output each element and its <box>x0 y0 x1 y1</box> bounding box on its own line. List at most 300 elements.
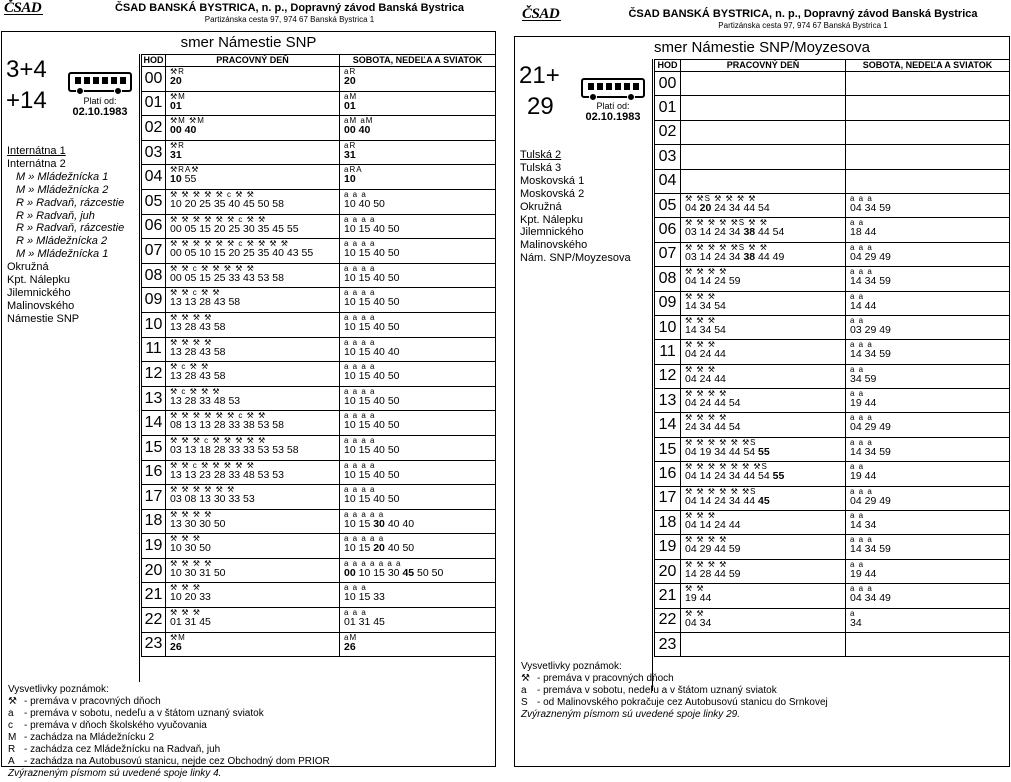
departure-times <box>170 420 339 431</box>
note-symbols: a a a a <box>344 214 376 224</box>
departure-minute: 44 <box>743 201 756 214</box>
legend-title: Vysvetlivky poznámok: <box>8 684 109 695</box>
departure-times <box>344 101 495 112</box>
departure-minute: 44 <box>714 567 726 580</box>
departure-minute: 00 <box>170 271 182 284</box>
hour-cell: 02 <box>142 116 166 141</box>
departure-minute: 44 <box>864 397 877 410</box>
weekday-cell <box>681 486 846 510</box>
departure-minute: 54 <box>758 201 770 214</box>
departure-minute: 24 <box>699 348 712 361</box>
departure-minute: 10 <box>344 468 356 481</box>
departure-minute: 24 <box>699 397 712 410</box>
departure-times <box>344 248 495 259</box>
weekend-cell <box>340 558 496 583</box>
hour-cell: 04 <box>655 169 681 193</box>
departure-minute: 55 <box>184 173 197 186</box>
weekend-cell <box>846 267 1010 291</box>
departure-minute: 04 <box>685 519 697 532</box>
departure-minute: 34 <box>864 201 877 214</box>
departure-minute: 31 <box>184 616 197 629</box>
departure-minute: 14 <box>699 250 712 263</box>
departure-minute: 01 <box>170 616 182 629</box>
note-symbols <box>850 72 1009 81</box>
weekend-cell <box>846 340 1010 364</box>
weekend-cell <box>340 411 496 436</box>
weekday-cell <box>166 214 340 239</box>
note-symbols <box>685 96 845 105</box>
weekday-cell <box>166 165 340 190</box>
departure-minute: 15 <box>358 296 371 309</box>
note-symbols: ⚒ ⚒ ⚒ ⚒ <box>170 337 213 347</box>
departure-minute: 03 <box>170 493 182 506</box>
weekday-cell <box>681 364 846 388</box>
note-symbols: a a a <box>850 486 873 496</box>
departure-minute: 20 <box>184 197 197 210</box>
departure-minute: 20 <box>213 222 226 235</box>
legend-item <box>521 697 1003 709</box>
departure-minute: 53 <box>257 419 270 432</box>
hour-cell: 12 <box>142 362 166 387</box>
departure-times <box>685 569 845 580</box>
weekend-cell <box>846 559 1010 583</box>
departure-minute: 53 <box>228 394 241 407</box>
valid-label: Platí od: <box>596 101 630 111</box>
table-row <box>142 165 496 190</box>
weekday-cell <box>166 91 340 116</box>
weekday-cell <box>166 608 340 633</box>
stop-item: R » Radvaň, rázcestie <box>16 196 125 209</box>
departure-minute: 19 <box>850 567 862 580</box>
departure-times <box>170 248 339 259</box>
departure-minute: 15 <box>358 247 371 260</box>
departure-minute: 24 <box>714 470 726 483</box>
page-header <box>0 0 497 31</box>
table-row <box>655 437 1010 461</box>
stop-item: Internátna 1 <box>7 145 66 157</box>
table-row <box>142 337 496 362</box>
departure-minute: 24 <box>685 421 697 434</box>
stop-list <box>7 145 124 326</box>
departure-minute: 15 <box>358 394 371 407</box>
departure-minute: 45 <box>272 222 284 235</box>
departure-minute: 59 <box>879 275 891 288</box>
timetable-frame <box>514 36 1010 767</box>
departure-times <box>344 199 495 210</box>
hour-cell: 18 <box>142 509 166 534</box>
departure-minute: 15 <box>373 566 385 579</box>
note-symbols: aM <box>344 632 358 642</box>
note-symbols: a a a a <box>344 362 376 372</box>
note-symbols: a a a <box>850 584 873 594</box>
departure-minute: 34 <box>728 494 741 507</box>
hour-cell: 04 <box>142 165 166 190</box>
departure-times <box>170 199 339 210</box>
departure-times <box>344 494 495 505</box>
departure-minute: 10 <box>344 394 356 407</box>
departure-minute: 14 <box>685 299 697 312</box>
stop-item: Tulská 2 <box>520 149 562 161</box>
departure-minute: 53 <box>257 468 270 481</box>
note-symbols: ⚒ ⚒ ⚒ <box>685 291 716 301</box>
departure-minute: 35 <box>213 197 226 210</box>
company-name: ČSAD BANSKÁ BYSTRICA, n. p., Dopravný závod Banská Bystrica <box>114 2 465 14</box>
departure-minute: 58 <box>272 271 284 284</box>
note-symbols: a a a <box>850 413 873 423</box>
note-symbols: ⚒ ⚒ ⚒ ⚒ <box>685 413 728 423</box>
departure-minute: 14 <box>850 275 862 288</box>
note-symbols: ⚒ ⚒ ⚒ <box>685 340 716 350</box>
direction-title: smer Námestie SNP <box>180 34 317 51</box>
departure-times <box>685 544 845 555</box>
hour-cell: 13 <box>655 389 681 413</box>
departure-minute: 14 <box>685 567 697 580</box>
departure-times <box>170 76 339 87</box>
note-symbols: ⚒ ⚒ ⚒ ⚒ ⚒ ⚒S <box>685 486 757 496</box>
weekday-cell <box>166 312 340 337</box>
departure-times <box>170 224 339 235</box>
hour-cell: 10 <box>655 315 681 339</box>
departure-minute: 34 <box>864 445 877 458</box>
departure-minute: 50 <box>373 197 385 210</box>
weekday-cell <box>681 632 846 656</box>
weekend-cell <box>846 218 1010 242</box>
stop-list <box>520 149 631 265</box>
hour-cell: 01 <box>142 91 166 116</box>
weekday-cell <box>681 291 846 315</box>
hour-cell: 17 <box>655 486 681 510</box>
departure-times <box>685 227 845 238</box>
departure-minute: 15 <box>358 591 371 604</box>
weekday-cell <box>166 509 340 534</box>
departure-minute: 44 <box>699 592 712 605</box>
weekday-cell <box>681 340 846 364</box>
weekend-cell <box>340 583 496 608</box>
weekday-cell <box>681 413 846 437</box>
note-symbols: ⚒M ⚒M <box>170 116 205 126</box>
hour-cell: 20 <box>655 559 681 583</box>
table-row <box>142 214 496 239</box>
departure-minute: 50 <box>213 517 226 530</box>
legend-item <box>521 673 1003 685</box>
departure-times <box>850 203 1009 214</box>
weekend-cell <box>846 462 1010 486</box>
table-header-row <box>655 60 1010 72</box>
hour-cell: 07 <box>655 242 681 266</box>
weekday-cell <box>681 535 846 559</box>
weekend-cell <box>340 67 496 92</box>
hour-cell: 00 <box>655 72 681 96</box>
departures-table <box>654 59 1010 657</box>
table-row <box>655 340 1010 364</box>
legend-item <box>8 732 489 744</box>
departure-minute: 53 <box>257 443 270 456</box>
departure-minute: 33 <box>228 468 241 481</box>
hour-cell: 02 <box>655 120 681 144</box>
weekday-cell <box>166 67 340 92</box>
departure-times <box>170 568 339 579</box>
departure-minute: 15 <box>358 370 371 383</box>
departure-minute: 34 <box>864 519 877 532</box>
departure-minute: 24 <box>714 226 726 239</box>
note-symbols: ⚒ ⚒ ⚒ ⚒ ⚒ ⚒ ⚒S <box>685 462 768 472</box>
weekend-cell <box>340 189 496 214</box>
departure-minute: 50 <box>387 370 400 383</box>
departure-minute: 13 <box>170 394 182 407</box>
departure-minute: 10 <box>344 370 356 383</box>
note-symbols: ⚒RA⚒ <box>170 165 200 175</box>
departure-minute: 34 <box>699 421 712 434</box>
departure-times <box>344 519 495 530</box>
departure-minute: 40 <box>387 542 400 555</box>
departure-minute: 44 <box>864 567 877 580</box>
departure-minute: 04 <box>685 470 697 483</box>
weekend-cell <box>846 96 1010 120</box>
departure-minute: 50 <box>387 468 400 481</box>
departure-minute: 40 <box>373 222 385 235</box>
departure-times <box>170 322 339 333</box>
note-symbols: a a a a <box>344 411 376 421</box>
departure-minute: 20 <box>344 75 356 87</box>
weekday-cell <box>681 389 846 413</box>
table-row <box>655 218 1010 242</box>
hour-cell: 19 <box>655 535 681 559</box>
departure-times <box>850 252 1009 263</box>
note-symbols <box>850 145 1009 154</box>
note-symbols: aR <box>344 140 357 150</box>
weekend-cell <box>846 584 1010 608</box>
departure-minute: 44 <box>714 348 726 361</box>
departure-minute: 04 <box>685 275 697 288</box>
weekday-cell <box>166 534 340 559</box>
departure-times <box>344 470 495 481</box>
departure-minute: 13 <box>170 468 182 481</box>
departure-minute: 59 <box>728 543 741 556</box>
departure-times <box>685 252 845 263</box>
departure-minute: 14 <box>850 519 862 532</box>
weekday-cell <box>166 435 340 460</box>
weekday-cell <box>681 608 846 632</box>
departure-minute: 33 <box>373 591 385 604</box>
departure-minute: 19 <box>699 445 712 458</box>
departure-times <box>685 203 845 214</box>
departure-minute: 38 <box>743 250 756 263</box>
route-number: 21+ <box>519 62 560 89</box>
departure-minute: 40 <box>373 493 385 506</box>
weekday-cell <box>681 559 846 583</box>
departure-minute: 29 <box>864 250 877 263</box>
departure-minute: 14 <box>850 348 862 361</box>
note-symbols: a a a a <box>344 239 376 249</box>
departure-minute: 29 <box>864 494 877 507</box>
departure-times <box>170 396 339 407</box>
weekday-cell <box>166 460 340 485</box>
legend-key: a <box>8 708 14 719</box>
weekend-cell <box>340 632 496 657</box>
departure-minute: 45 <box>758 494 770 507</box>
departure-minute: 10 <box>344 197 356 210</box>
departure-times <box>170 642 339 653</box>
departure-minute: 05 <box>184 247 197 260</box>
note-symbols: a a a <box>850 193 873 203</box>
departure-minute: 14 <box>850 445 862 458</box>
note-symbols: a <box>850 608 856 618</box>
hour-cell: 23 <box>655 632 681 656</box>
departure-minute: 04 <box>850 201 862 214</box>
departure-minute: 10 <box>199 247 211 260</box>
departure-minute: 10 <box>170 591 182 604</box>
departure-minute: 58 <box>228 296 241 309</box>
note-symbols: a a a a <box>344 435 376 445</box>
hour-cell: 23 <box>142 632 166 657</box>
table-row <box>142 239 496 264</box>
table-row <box>142 509 496 534</box>
legend-text: - premáva v sobotu, nedeľu a v štátom uznaný sviatok <box>24 708 264 719</box>
timetable-right <box>513 0 1011 768</box>
departure-minute: 44 <box>864 226 877 239</box>
legend-item <box>8 696 489 708</box>
table-row <box>655 559 1010 583</box>
note-symbols: ⚒ ⚒S ⚒ ⚒ ⚒ ⚒ <box>685 193 757 203</box>
note-symbols: ⚒ ⚒ ⚒ <box>170 534 201 544</box>
departure-minute: 55 <box>758 445 770 458</box>
departure-minute: 14 <box>850 543 862 556</box>
departure-minute: 05 <box>184 222 197 235</box>
departure-minute: 40 <box>373 296 385 309</box>
departure-times <box>685 398 845 409</box>
departure-times <box>170 371 339 382</box>
departure-minute: 31 <box>358 616 371 629</box>
note-symbols: ⚒ ⚒ ⚒ ⚒ <box>170 509 213 519</box>
departure-minute: 50 <box>402 542 415 555</box>
departure-minute: 50 <box>199 542 211 555</box>
weekend-cell <box>340 165 496 190</box>
departure-minute: 15 <box>358 542 371 555</box>
note-symbols: a a <box>850 511 865 521</box>
weekday-cell <box>166 632 340 657</box>
stop-item: Okružná <box>7 261 49 274</box>
legend-text: - od Malinovského pokračuje cez Autobusovú stanicu do Srnkovej <box>537 697 828 708</box>
departure-times <box>685 349 845 360</box>
weekend-cell <box>340 91 496 116</box>
legend-title: Vysvetlivky poznámok: <box>521 661 622 672</box>
departure-minute: 19 <box>850 397 862 410</box>
weekday-cell <box>681 120 846 144</box>
departure-minute: 10 <box>344 591 356 604</box>
table-row <box>655 291 1010 315</box>
table-row <box>142 583 496 608</box>
departure-minute: 50 <box>431 566 444 579</box>
departure-minute: 59 <box>864 372 877 385</box>
departure-minute: 49 <box>879 323 891 336</box>
weekend-cell <box>340 509 496 534</box>
weekend-cell <box>846 291 1010 315</box>
note-symbols: aM <box>344 91 358 101</box>
departure-minute: 00 <box>344 566 356 579</box>
departure-minute: 13 <box>184 443 197 456</box>
timetable-frame <box>1 31 496 779</box>
note-symbols: a a a a <box>344 288 376 298</box>
departure-minute: 58 <box>272 197 284 210</box>
departure-minute: 20 <box>699 201 712 214</box>
departure-minute: 03 <box>685 250 697 263</box>
departure-minute: 53 <box>272 468 284 481</box>
departure-minute: 31 <box>344 148 356 161</box>
note-symbols: ⚒ ⚒ ⚒ ⚒ <box>685 389 728 399</box>
departure-minute: 04 <box>850 494 862 507</box>
departure-minute: 44 <box>743 470 756 483</box>
departure-minute: 05 <box>184 271 197 284</box>
departure-minute: 13 <box>184 296 197 309</box>
departure-times <box>344 347 495 358</box>
note-symbols: ⚒ ⚒ ⚒ ⚒ <box>170 312 213 322</box>
departure-minute: 13 <box>170 345 182 358</box>
valid-label: Platí od: <box>83 96 117 106</box>
note-symbols: ⚒ ⚒ c ⚒ ⚒ ⚒ ⚒ ⚒ <box>170 460 255 470</box>
table-row <box>142 558 496 583</box>
route-info <box>2 54 140 682</box>
departure-minute: 33 <box>228 443 241 456</box>
departure-times <box>344 125 495 136</box>
legend-key: ⚒ <box>521 673 530 684</box>
departure-times <box>685 618 845 629</box>
note-symbols: ⚒ ⚒ c ⚒ ⚒ ⚒ ⚒ ⚒ <box>170 263 255 273</box>
note-symbols: ⚒ ⚒ ⚒ <box>170 583 201 593</box>
departure-minute: 33 <box>228 419 241 432</box>
route-number: 3+4 <box>6 56 47 83</box>
departure-minute: 30 <box>184 566 197 579</box>
note-symbols: a a a <box>850 340 873 350</box>
departure-minute: 40 <box>402 517 415 530</box>
legend-text: - premáva v pracovných dňoch <box>24 696 161 707</box>
column-header-hour: HOD <box>655 60 681 72</box>
departure-times <box>344 371 495 382</box>
departure-minute: 54 <box>728 397 741 410</box>
note-symbols: ⚒ ⚒ ⚒ ⚒ ⚒ ⚒S <box>685 437 757 447</box>
hour-cell: 14 <box>655 413 681 437</box>
table-row <box>655 96 1010 120</box>
departure-minute: 24 <box>714 275 726 288</box>
note-symbols: ⚒ ⚒ ⚒ <box>170 608 201 618</box>
note-symbols: ⚒ ⚒ ⚒ ⚒ <box>170 558 213 568</box>
note-symbols: ⚒R <box>170 67 185 76</box>
departure-minute: 10 <box>344 345 356 358</box>
weekend-cell <box>340 608 496 633</box>
weekend-cell <box>846 242 1010 266</box>
weekend-cell <box>340 386 496 411</box>
departure-times <box>850 544 1009 555</box>
note-symbols: aM aM <box>344 116 374 126</box>
stop-item: Tulská 3 <box>520 161 562 174</box>
departure-minute: 04 <box>850 250 862 263</box>
weekend-cell <box>340 362 496 387</box>
weekday-cell <box>166 583 340 608</box>
note-symbols: a a a a <box>344 460 376 470</box>
departure-minute: 15 <box>358 493 371 506</box>
departure-minute: 40 <box>373 370 385 383</box>
departure-times <box>170 273 339 284</box>
departure-minute: 44 <box>864 470 877 483</box>
table-row <box>142 632 496 657</box>
hour-cell: 20 <box>142 558 166 583</box>
weekday-cell <box>166 116 340 141</box>
table-row <box>655 364 1010 388</box>
departure-minute: 49 <box>772 250 785 263</box>
departure-minute: 50 <box>387 247 400 260</box>
departure-minute: 30 <box>184 517 197 530</box>
note-symbols: ⚒ c ⚒ ⚒ ⚒ <box>170 386 221 396</box>
departure-minute: 54 <box>758 470 770 483</box>
